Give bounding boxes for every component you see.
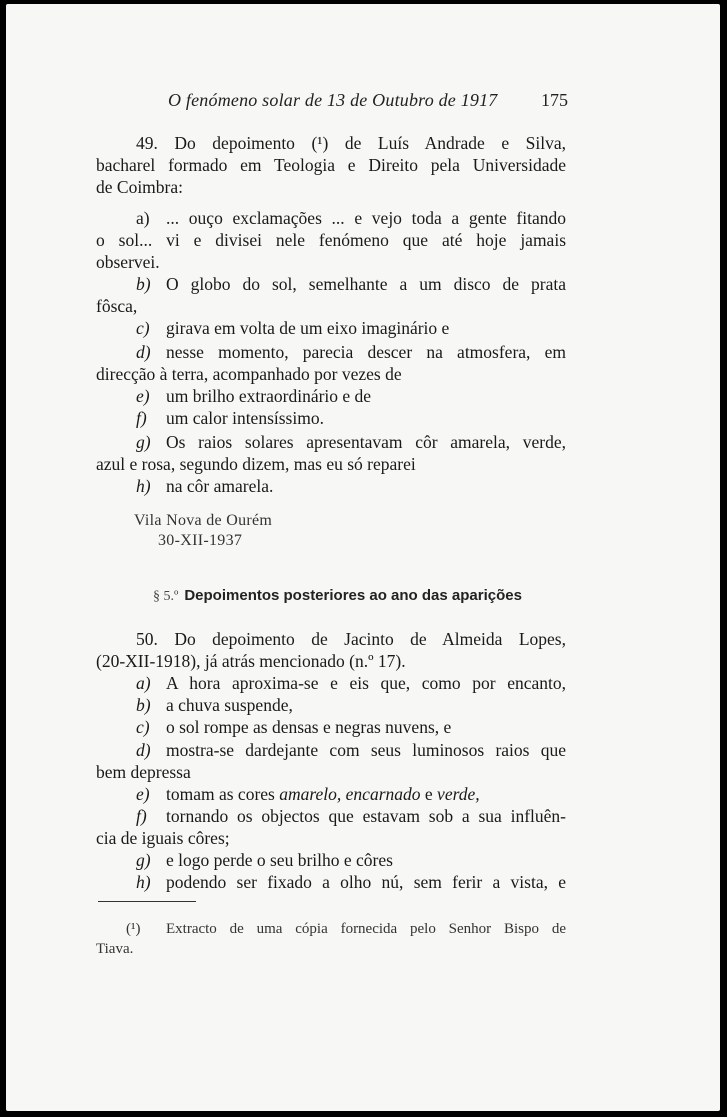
item-text: um calor intensíssimo. — [166, 408, 324, 428]
item-label: g) — [136, 850, 151, 870]
section-title: Depoimentos posteriores ao ano das aparições — [184, 587, 522, 604]
item-label: f) — [136, 806, 147, 826]
entry-49-line-2: bacharel formado em Teologia e Direito pela Universidade — [96, 155, 566, 175]
item-text: mostra-se dardejante com seus luminosos raios que — [166, 740, 566, 760]
footnote-line-1: Extracto de uma cópia fornecida pelo Senhor Bispo de — [166, 921, 566, 937]
item-text-emph: amarelo, encarnado — [279, 784, 421, 804]
item-text: podendo ser fixado a olho nú, sem ferir a vista, e — [166, 872, 566, 892]
item-label: d) — [136, 342, 151, 362]
item-text: observei. — [96, 252, 160, 272]
item-text: azul e rosa, segundo dizem, mas eu só reparei — [96, 454, 416, 474]
item-text: o sol... vi e divisei nele fenómeno que até hoje jamais — [96, 230, 566, 250]
item-text: um brilho extraordinário e de — [166, 386, 372, 406]
item-text: nesse momento, parecia descer na atmosfera, em — [166, 342, 566, 362]
item-label: a) — [136, 673, 151, 693]
entry-50-line-1: 50. Do depoimento de Jacinto de Almeida Lopes, — [136, 629, 566, 649]
section-heading — [153, 587, 522, 605]
book-page — [6, 4, 720, 1111]
item-text: Os raios solares apresentavam côr amarela, verde, — [166, 432, 566, 452]
item-text-part: tomam as cores — [166, 784, 280, 804]
entry-49-line-3: de Coimbra: — [96, 177, 183, 197]
item-text: a chuva suspende, — [166, 695, 293, 715]
item-text: direcção à terra, acompanhado por vezes de — [96, 364, 402, 384]
item-label: e) — [136, 386, 150, 406]
date: 30-XII-1937 — [158, 532, 243, 549]
item-label: d) — [136, 740, 151, 760]
item-label: h) — [136, 872, 151, 892]
item-text: O globo do sol, semelhante a um disco de prata — [166, 274, 566, 294]
footnote-rule — [98, 901, 196, 902]
place: Vila Nova de Ourém — [134, 512, 273, 529]
item-label: a) — [136, 208, 150, 228]
item-text — [166, 783, 480, 805]
item-label: c) — [136, 318, 150, 338]
item-label: h) — [136, 476, 151, 496]
item-text: e logo perde o seu brilho e côres — [166, 850, 393, 870]
item-text: fôsca, — [96, 296, 138, 316]
item-label: g) — [136, 432, 151, 452]
item-text: na côr amarela. — [166, 476, 274, 496]
item-label: b) — [136, 695, 151, 715]
item-text: o sol rompe as densas e negras nuvens, e — [166, 717, 452, 737]
page-number: 175 — [541, 90, 568, 110]
item-text: cia de iguais côres; — [96, 828, 230, 848]
item-text-emph: verde, — [437, 784, 480, 804]
item-text-part: e — [420, 784, 438, 804]
footnote-marker: (¹) — [126, 921, 141, 937]
item-text: tornando os objectos que estavam sob a sua influên- — [166, 806, 566, 826]
running-title: O fenómeno solar de 13 de Outubro de 1917 — [168, 90, 498, 110]
item-label: f) — [136, 408, 147, 428]
entry-50-line-2: (20-XII-1918), já atrás mencionado (n.º 17). — [96, 651, 406, 671]
item-text: A hora aproxima-se e eis que, como por encanto, — [166, 673, 566, 693]
item-text: girava em volta de um eixo imaginário e — [166, 318, 450, 338]
item-text: bem depressa — [96, 762, 191, 782]
section-symbol: § 5.º — [153, 589, 179, 604]
item-text: ... ouço exclamações ... e vejo toda a gente fitando — [166, 208, 566, 228]
entry-49-line-1: 49. Do depoimento (¹) de Luís Andrade e Silva, — [136, 133, 566, 153]
item-label: e) — [136, 784, 150, 804]
footnote-line-2: Tiava. — [96, 941, 134, 957]
item-label: c) — [136, 717, 150, 737]
item-label: b) — [136, 274, 151, 294]
